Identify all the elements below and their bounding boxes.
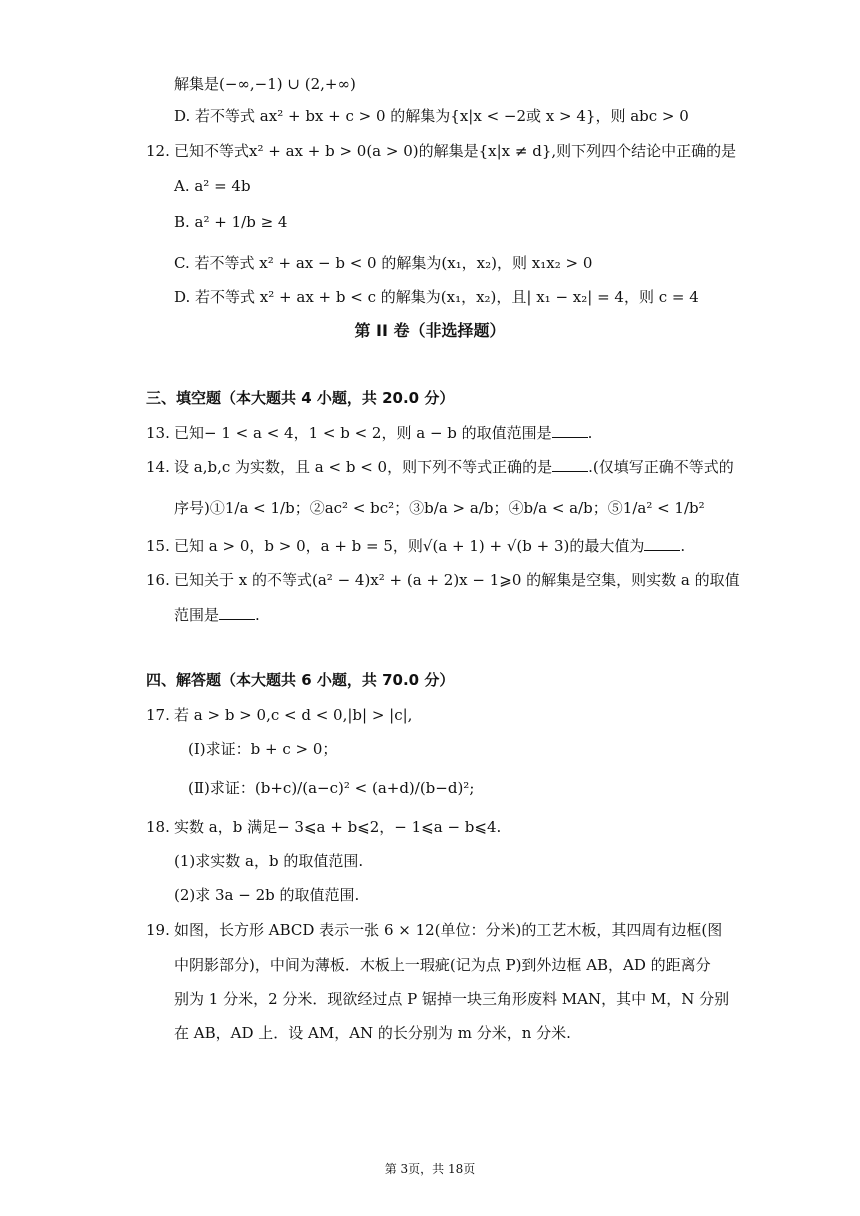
question-number: 16. bbox=[146, 571, 170, 589]
question-number: 18. bbox=[146, 818, 170, 836]
question-19-line-4: 在 AB，AD 上．设 AM，AN 的长分别为 m 分米，n 分米. bbox=[174, 1024, 571, 1042]
question-16-text: 已知关于 x 的不等式(a² − 4)x² + (a + 2)x − 1⩾0 的解集是空集，则实数 a 的取值 bbox=[174, 571, 740, 589]
question-14-options: 序号)①1/a < 1/b；②ac² < bc²；③b/a > a/b；④b/a < a/b；⑤1/a² < 1/b² bbox=[174, 499, 705, 517]
question-18-text: 实数 a，b 满足− 3⩽a + b⩽2，− 1⩽a − b⩽4. bbox=[174, 818, 502, 836]
answer-blank bbox=[644, 536, 680, 551]
answer-blank bbox=[219, 605, 255, 620]
question-19-line-1: 如图，长方形 ABCD 表示一张 6 × 12(单位：分米)的工艺木板，其四周有边框(图 bbox=[174, 921, 723, 939]
question-19-line-2: 中阴影部分)，中间为薄板．木板上一瑕疵(记为点 P)到外边框 AB，AD 的距离分 bbox=[174, 956, 711, 974]
q12-option-b: B. a² + 1/b ≥ 4 bbox=[174, 213, 288, 231]
q14-end: .(仅填写正确不等式的 bbox=[588, 458, 734, 476]
question-13-text bbox=[174, 423, 592, 443]
q18-part-1: (1)求实数 a，b 的取值范围. bbox=[174, 852, 364, 870]
prev-answer-line: 解集是(−∞,−1) ∪ (2,+∞) bbox=[174, 75, 356, 93]
q16-end: . bbox=[255, 606, 260, 624]
question-number: 17. bbox=[146, 706, 170, 724]
question-number: 12. bbox=[146, 142, 170, 160]
answer-blank bbox=[552, 457, 588, 472]
question-12-text: 已知不等式x² + ax + b > 0(a > 0)的解集是{x|x ≠ d},则下列四个结论中正确的是 bbox=[174, 142, 737, 160]
question-19-line-3: 别为 1 分米，2 分米．现欲经过点 P 锯掉一块三角形废料 MAN，其中 M，N 分别 bbox=[174, 990, 730, 1008]
section-fill-in: 三、填空题（本大题共 4 小题，共 20.0 分） bbox=[146, 389, 455, 407]
question-number: 14. bbox=[146, 458, 170, 476]
q12-option-c: C. 若不等式 x² + ax − b < 0 的解集为(x₁，x₂)，则 x₁x₂ > 0 bbox=[174, 254, 593, 272]
q13-end: . bbox=[587, 424, 593, 442]
question-number: 13. bbox=[146, 424, 170, 442]
q17-part-1: (Ⅰ)求证：b + c > 0； bbox=[188, 740, 338, 758]
q17-part-2: (Ⅱ)求证：(b+c)/(a−c)² < (a+d)/(b−d)²; bbox=[188, 779, 475, 797]
page-footer: 第 3页，共 18页 bbox=[384, 1162, 476, 1176]
q14-body: 设 a,b,c 为实数，且 a < b < 0，则下列不等式正确的是 bbox=[174, 458, 553, 476]
q15-body: 已知 a > 0，b > 0，a + b = 5，则√(a + 1) + √(b + 3)的最大值为 bbox=[174, 537, 645, 555]
question-15-text bbox=[174, 536, 685, 556]
q18-part-2: (2)求 3a − 2b 的取值范围. bbox=[174, 886, 360, 904]
q15-end: . bbox=[680, 537, 686, 555]
question-16-text-cont bbox=[174, 605, 260, 625]
q12-option-a: A. a² = 4b bbox=[174, 177, 251, 195]
question-14-text bbox=[174, 457, 734, 477]
q12-option-d: D. 若不等式 x² + ax + b < c 的解集为(x₁，x₂)，且| x₁ − x₂| = 4，则 c = 4 bbox=[174, 288, 699, 306]
section-solutions: 四、解答题（本大题共 6 小题，共 70.0 分） bbox=[146, 671, 455, 689]
question-17-text: 若 a > b > 0,c < d < 0,|b| > |c|, bbox=[174, 706, 413, 724]
part-title: 第 II 卷（非选择题） bbox=[354, 321, 506, 340]
prev-option-d: D. 若不等式 ax² + bx + c > 0 的解集为{x|x < −2或 x > 4}，则 abc > 0 bbox=[174, 107, 689, 125]
q16-body: 范围是 bbox=[174, 606, 220, 624]
question-number: 19. bbox=[146, 921, 170, 939]
q13-body: 已知− 1 < a < 4，1 < b < 2，则 a − b 的取值范围是 bbox=[174, 424, 552, 442]
question-number: 15. bbox=[146, 537, 170, 555]
answer-blank bbox=[552, 423, 588, 438]
